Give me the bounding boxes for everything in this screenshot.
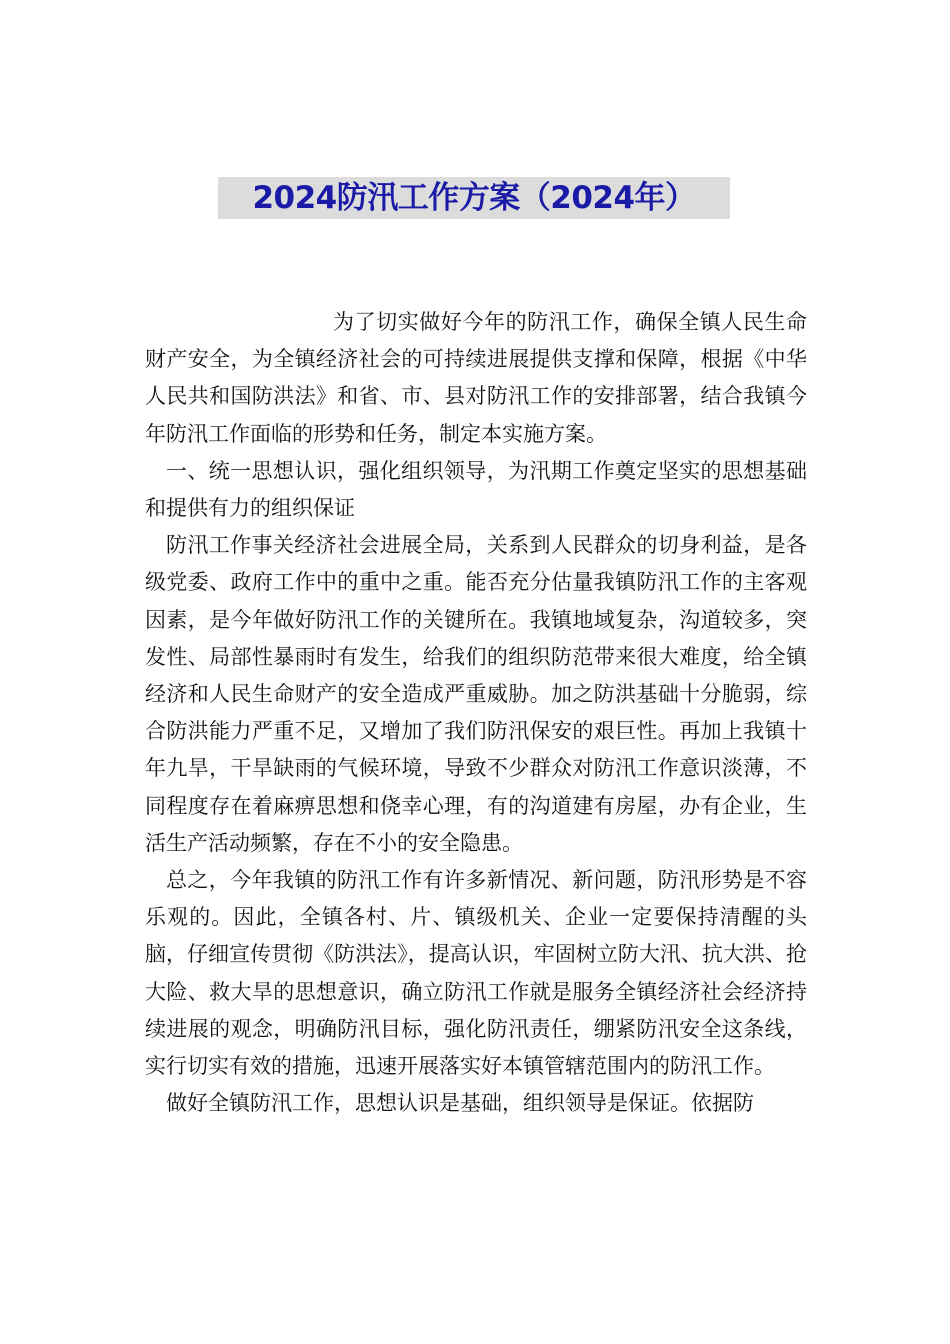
paragraph-situation: 防汛工作事关经济社会进展全局，关系到人民群众的切身利益，是各级党委、政府工作中的重中之重。能否充分估量我镇防汛工作的主客观因素，是今年做好防汛工作的关键所在。我镇地域复杂，沟道较多，突发性、局部性暴雨时有发生，给我们的组织防范带来很大难度，给全镇经济和人民生命财产的安全造成严重威胁。加之防洪基础十分脆弱，综合防洪能力严重不足，又增加了我们防汛保安的艰巨性。再加上我镇十年九旱，干旱缺雨的气候环境，导致不少群众对防汛工作意识淡薄，不同程度存在着麻痹思想和侥幸心理，有的沟道建有房屋，办有企业，生活生产活动频繁，存在不小的安全隐患。 <box>145 533 807 855</box>
paragraph-section-heading: 一、统一思想认识，强化组织领导，为汛期工作奠定坚实的思想基础和提供有力的组织保证 <box>145 458 807 521</box>
document-title: 2024防汛工作方案（2024年） <box>252 180 696 216</box>
document-body <box>145 304 807 1122</box>
title-highlight <box>218 177 730 219</box>
paragraph-leadership: 做好全镇防汛工作，思想认识是基础，组织领导是保证。依据防 <box>166 1091 754 1116</box>
paragraph-intro: 为了切实做好今年的防汛工作，确保全镇人民生命财产安全，为全镇经济社会的可持续进展提供支撑和保障，根据《中华人民共和国防洪法》和省、市、县对防汛工作的安排部署，结合我镇今年防汛工作面临的形势和任务，制定本实施方案。 <box>145 310 807 446</box>
paragraph-summary: 总之，今年我镇的防汛工作有许多新情况、新问题，防汛形势是不容乐观的。因此，全镇各村、片、镇级机关、企业一定要保持清醒的头脑，仔细宣传贯彻《防洪法》，提高认识，牢固树立防大汛、抗大洪、抢大险、救大旱的思想意识，确立防汛工作就是服务全镇经济社会经济持续进展的观念，明确防汛目标，强化防汛责任，绷紧防汛安全这条线，实行切实有效的措施，迅速开展落实好本镇管辖范围内的防汛工作。 <box>145 868 807 1079</box>
